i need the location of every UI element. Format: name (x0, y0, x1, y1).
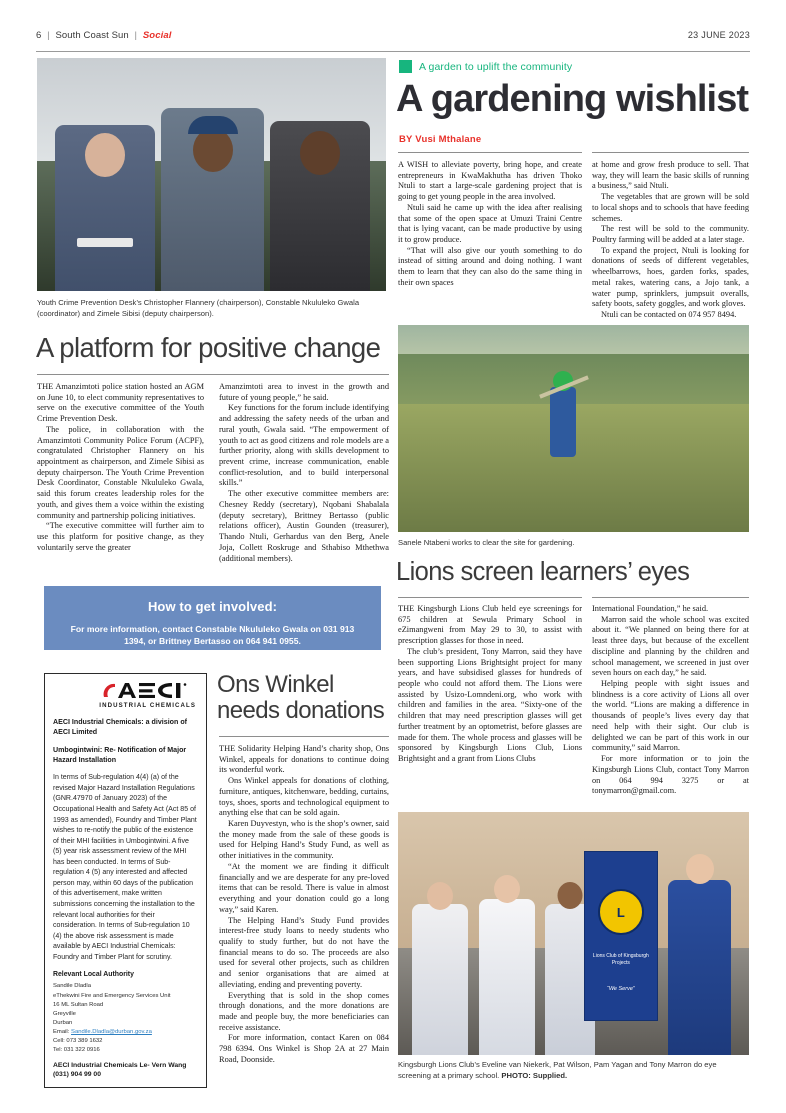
paragraph: THE Kingsburgh Lions Club held eye screenings for 675 children at Sewula Primary School in eZimangweni from May 29 to 30, to assist with prescription glasses for those in need. (398, 604, 582, 646)
paragraph: The other executive committee members are: Chesney Reddy (secretary), Nqobani Shabalala (deputy secretary), Brittney Bertasso (public relations officer), Austin Gounden (treasurer), Thando Ntuli, Gerhardus van den Berg, Anele Joja, Collett Roskruge and Sthabiso Mthethwa (additional members). (219, 489, 389, 563)
email-label: Email: (53, 1029, 70, 1036)
paragraph: “That will also give our youth something to do instead of sitting around and doing nothing. I want them to learn that they can also do the same thing in their own spaces (398, 245, 582, 287)
headline-ons-winkel (217, 672, 393, 724)
authority-unit: eThekwini Fire and Emergency Services Unit (53, 992, 171, 999)
caption-lions-text: Kingsburgh Lions Club’s Eveline van Niekerk, Pat Wilson, Pam Yagan and Tony Marron do eye screening at a primary school. (398, 1060, 717, 1080)
page-masthead (36, 30, 750, 52)
authority-name: Sandile Dladla (53, 983, 91, 990)
body-platform-col1 (37, 382, 204, 554)
headline-lions-screen-eyes: Lions screen learners’ eyes (396, 558, 690, 586)
authority-street: 16 ML Sultan Road (53, 1001, 104, 1008)
advert-authority-heading: Relevant Local Authority (53, 971, 134, 979)
photo-person-left (55, 125, 155, 291)
photo-youth-crime-prevention-desk (37, 58, 386, 291)
aeci-logo-subtitle: INDUSTRIAL CHEMICALS (99, 702, 196, 709)
advert-footer-phone: (031) 904 99 00 (53, 1071, 101, 1079)
paragraph: Ntuli can be contacted on 074 957 8494. (601, 310, 737, 320)
paragraph: International Foundation,” he said. (592, 604, 709, 613)
paragraph: Ons Winkel appeals for donations of clothing, furniture, antiques, kitchenware, bedding, curtains, toys, shoes, sports and technological equipment to anything else that can be sold again. (219, 776, 389, 818)
paragraph: “At the moment we are finding it difficult financially and we are desperate for any pre-loved items that can be resold. There is value in almost everything and your donation could go a long way,” said Karen. (219, 861, 389, 914)
body-gardening-col2 (592, 160, 749, 321)
advert-body-text: In terms of Sub-regulation 4(4) (a) of the revised Major Hazard Installation Regulations (GNR.47970 of January 2023) of the Occupational Health and Safety Act (Act 85 of 1993 as amended), Foundry and Timber Plant wishes to re-notify the public of the existence of their MHI facilities in Umbogintwini. A five (5) year risk assessment review of the MHI has been conducted. In terms of Sub-regulation 4 (5) any interested and affected person may, within 60 days of the publication of this advertisement, make written submissions concerning the installation to the relevant local authorities for their consideration. In terms of Sub-regulation 10 (4) the above risk assessment is made available by AECI Industrial Chemicals: Foundry and Timber Plant for scrutiny. (53, 774, 197, 961)
body-gardening-col1 (398, 160, 582, 289)
photo-person-right (270, 121, 370, 291)
paragraph: The Helping Hand’s Study Fund provides interest-free study loans to needy students who qualify to study further, but do not have the financial means to do so. The proceeds are also used for several other projects, such as children and senior organisations that are aimed at alleviating, ending and preventing poverty. (219, 915, 389, 989)
photo-gardening-site (398, 325, 749, 532)
masthead-separator-2: | (134, 30, 138, 41)
rule-ons-winkel (219, 736, 389, 737)
aeci-logo (53, 681, 198, 709)
advert-footer-name: AECI Industrial Chemicals Le- Vern Wang (53, 1061, 187, 1069)
issue-date: 23 JUNE 2023 (687, 30, 750, 40)
kicker-square-icon (399, 60, 412, 73)
caption-lions-club-members (398, 1060, 749, 1082)
paragraph: Helping people with sight issues and blindness is a core activity of Lions all over the world. “Lions are making a difference in thousands of people’s lives every day that need help with their sight. Our club is delighted we can be part of this work in our community,” said Marron. (592, 679, 749, 753)
advert-footer (53, 1061, 198, 1081)
photo-lions-banner (584, 851, 658, 1021)
rule-lions-col2 (592, 597, 749, 598)
photo-lions-person-4 (668, 880, 731, 1055)
lions-emblem-icon: L (598, 889, 644, 935)
photo-lions-club-members (398, 812, 749, 1055)
paragraph: For more information, contact Karen on 084 798 6394. Ons Winkel is Shop 2A at 27 Main Road, Doonside. (219, 1033, 389, 1064)
paragraph: The club’s president, Tony Marron, said they have been supporting Lions Brightsight project for many years, and have subsidised glasses for hundreds of people who could not afford them. The Lions were assisted by Usizo-Lomndeni.org, who work with children and families in the area. “Sixty-one of the children that may need prescription glasses will get further treatment by an optometrist, before glasses are made for them. The whole process and glasses will be sponsored by Kingsburgh Lions Club, Lions Brightsight and a grant from Lions Clubs (398, 646, 582, 764)
authority-cell: Cell: 073 389 1632 (53, 1038, 103, 1045)
paragraph: Everything that is sold in the shop comes through donations, and the more donations are made and people buy, the more beneficiaries can receive assistance. (219, 990, 389, 1032)
paragraph: Marron said the whole school was excited about it. “We planned on being there for at least three days, but because of the excellent discipline and planning by the children and school management, we screened in just over seven hours on each day,” he said. (592, 614, 749, 678)
byline-gardening: BY Vusi Mthalane (399, 134, 482, 145)
section-name: Social (142, 30, 172, 41)
rule-gardening-col2 (592, 152, 749, 153)
paragraph: The police, in collaboration with the Amanzimtoti Community Police Forum (ACPF), congratulated Christopher Flannery on his appointment as chairperson, and Zimele Sibisi as deputy chairperson. The Youth Crime Prevention Desk Coordinator, Constable Nkululeko Gwala, said this forum creates leadership roles for the youth, and gives them a voice within the existing community and partnership policing initiatives. (37, 424, 204, 520)
paragraph: For more information or to join the Kingsburgh Lions Club, contact Tony Marron on 064 994 3275 or at tonymarron@gmail.com. (592, 754, 749, 796)
authority-city: Durban (53, 1019, 73, 1026)
authority-tel: Tel: 031 322 0916 (53, 1047, 100, 1054)
infobox-how-to-get-involved (44, 586, 381, 650)
infobox-title: How to get involved: (147, 599, 278, 614)
photo-person-middle (161, 108, 264, 291)
paragraph: A WISH to alleviate poverty, bring hope, and create entrepreneurs in KwaMakhutha has driven Thoko Ntuli to start a large-scale gardening project that is going to get young people in the area involved. (398, 160, 582, 202)
lions-banner-text-2: “We Serve” (607, 986, 635, 993)
caption-gardening-site: Sanele Ntabeni works to clear the site for gardening. (398, 538, 575, 547)
caption-youth-crime-prevention-desk: Youth Crime Prevention Desk’s Christopher Flannery (chairperson), Constable Nkululeko Gwala (coordinator) and Zimele Sibisi (deputy chairperson). (37, 298, 360, 318)
aeci-logo-mark (102, 681, 198, 701)
body-lions-col2 (592, 604, 749, 797)
advert-aeci (44, 673, 207, 1088)
authority-email-row (53, 1028, 198, 1037)
photo-worker-body (550, 387, 576, 457)
paragraph: To expand the project, Ntuli is looking for donations of seeds of different vegetables, wheelbarrows, hoes, garden forks, spades, metal rakes, watering cans, a Jojo tank, a water pump, sprinklers, jumpsuit overalls, safety boots, safety goggles, and work gloves. (592, 245, 749, 309)
body-ons-winkel (219, 744, 389, 1066)
headline-ons-winkel-line1: Ons Winkel (217, 671, 334, 698)
body-platform-col2 (219, 382, 389, 564)
paragraph: THE Solidarity Helping Hand’s charity shop, Ons Winkel, appeals for donations to continue doing its wonderful work. (219, 744, 389, 775)
email-link[interactable]: Sandile.Dladla@durban.gov.za (71, 1029, 152, 1036)
masthead-separator-1: | (47, 30, 50, 41)
authority-suburb: Greyville (53, 1010, 76, 1017)
kicker-gardening (399, 60, 572, 73)
rule-platform (37, 374, 389, 375)
advert-notification-line: Umbogintwini: Re- Notification of Major Hazard Installation (53, 746, 187, 765)
rule-lions-col1 (398, 597, 582, 598)
headline-platform-positive-change: A platform for positive change (36, 332, 381, 363)
masthead-left (36, 30, 171, 41)
advert-authority-details (53, 982, 198, 1055)
lions-banner-text-1: Lions Club of Kingsburgh Projects (592, 952, 649, 967)
headline-ons-winkel-line2: needs donations (217, 696, 385, 724)
photo-lions-person-1 (412, 904, 468, 1055)
paragraph: Ntuli said he came up with the idea after realising that some of the open space at Umuzi Traini Centre that is lying vacant, can be made productive by using it to grow produce. (398, 202, 582, 245)
paragraph: “The executive committee will further aim to use this platform for positive change, as they voluntarily serve the greater (37, 521, 204, 552)
kicker-label: A garden to uplift the community (419, 60, 573, 73)
caption-lions-credit: PHOTO: Supplied. (501, 1070, 568, 1080)
paragraph: Amanzimtoti area to invest in the growth and future of young people,” he said. (219, 382, 389, 402)
infobox-text: For more information, contact Constable Nkululeko Gwala on 031 913 1394, or Brittney Bertasso on 064 941 0955. (70, 624, 355, 647)
paragraph: The vegetables that are grown will be sold to local shops and to schools that have feeding schemes. (592, 192, 749, 223)
photo-lions-person-2 (479, 899, 535, 1055)
paragraph: Karen Duyvestyn, who is the shop’s owner, said the money made from the sale of these goods is used for Helping Hand’s Study Fund, as well as other initiatives in the community. (219, 819, 389, 861)
paragraph: THE Amanzimtoti police station hosted an AGM on June 10, to elect community representatives to serve on the executive committee of the Youth Crime Prevention Desk. (37, 382, 204, 424)
page-number: 6 (36, 30, 42, 41)
paragraph: at home and grow fresh produce to sell. That way, they will learn the basic skills of running a business,” said Ntuli. (592, 160, 749, 191)
body-lions-col1 (398, 604, 582, 765)
paragraph: The rest will be sold to the community. Poultry farming will be added at a later stage. (592, 224, 749, 245)
advert-division-line: AECI Industrial Chemicals: a division of AECI Limited (53, 718, 188, 737)
paragraph: Key functions for the forum include identifying and addressing the safety needs of the urban and rural youth, Gwala said. “The empowerment of youth to act as good citizens and role models are a further priority, along with skills development to prevent crime, increase communication, enable conflict-resolution, and to build interpersonal skills.” (219, 403, 389, 488)
publication-name: South Coast Sun (55, 30, 129, 41)
headline-gardening-wishlist: A gardening wishlist (396, 78, 749, 120)
rule-gardening-byline (398, 152, 582, 153)
